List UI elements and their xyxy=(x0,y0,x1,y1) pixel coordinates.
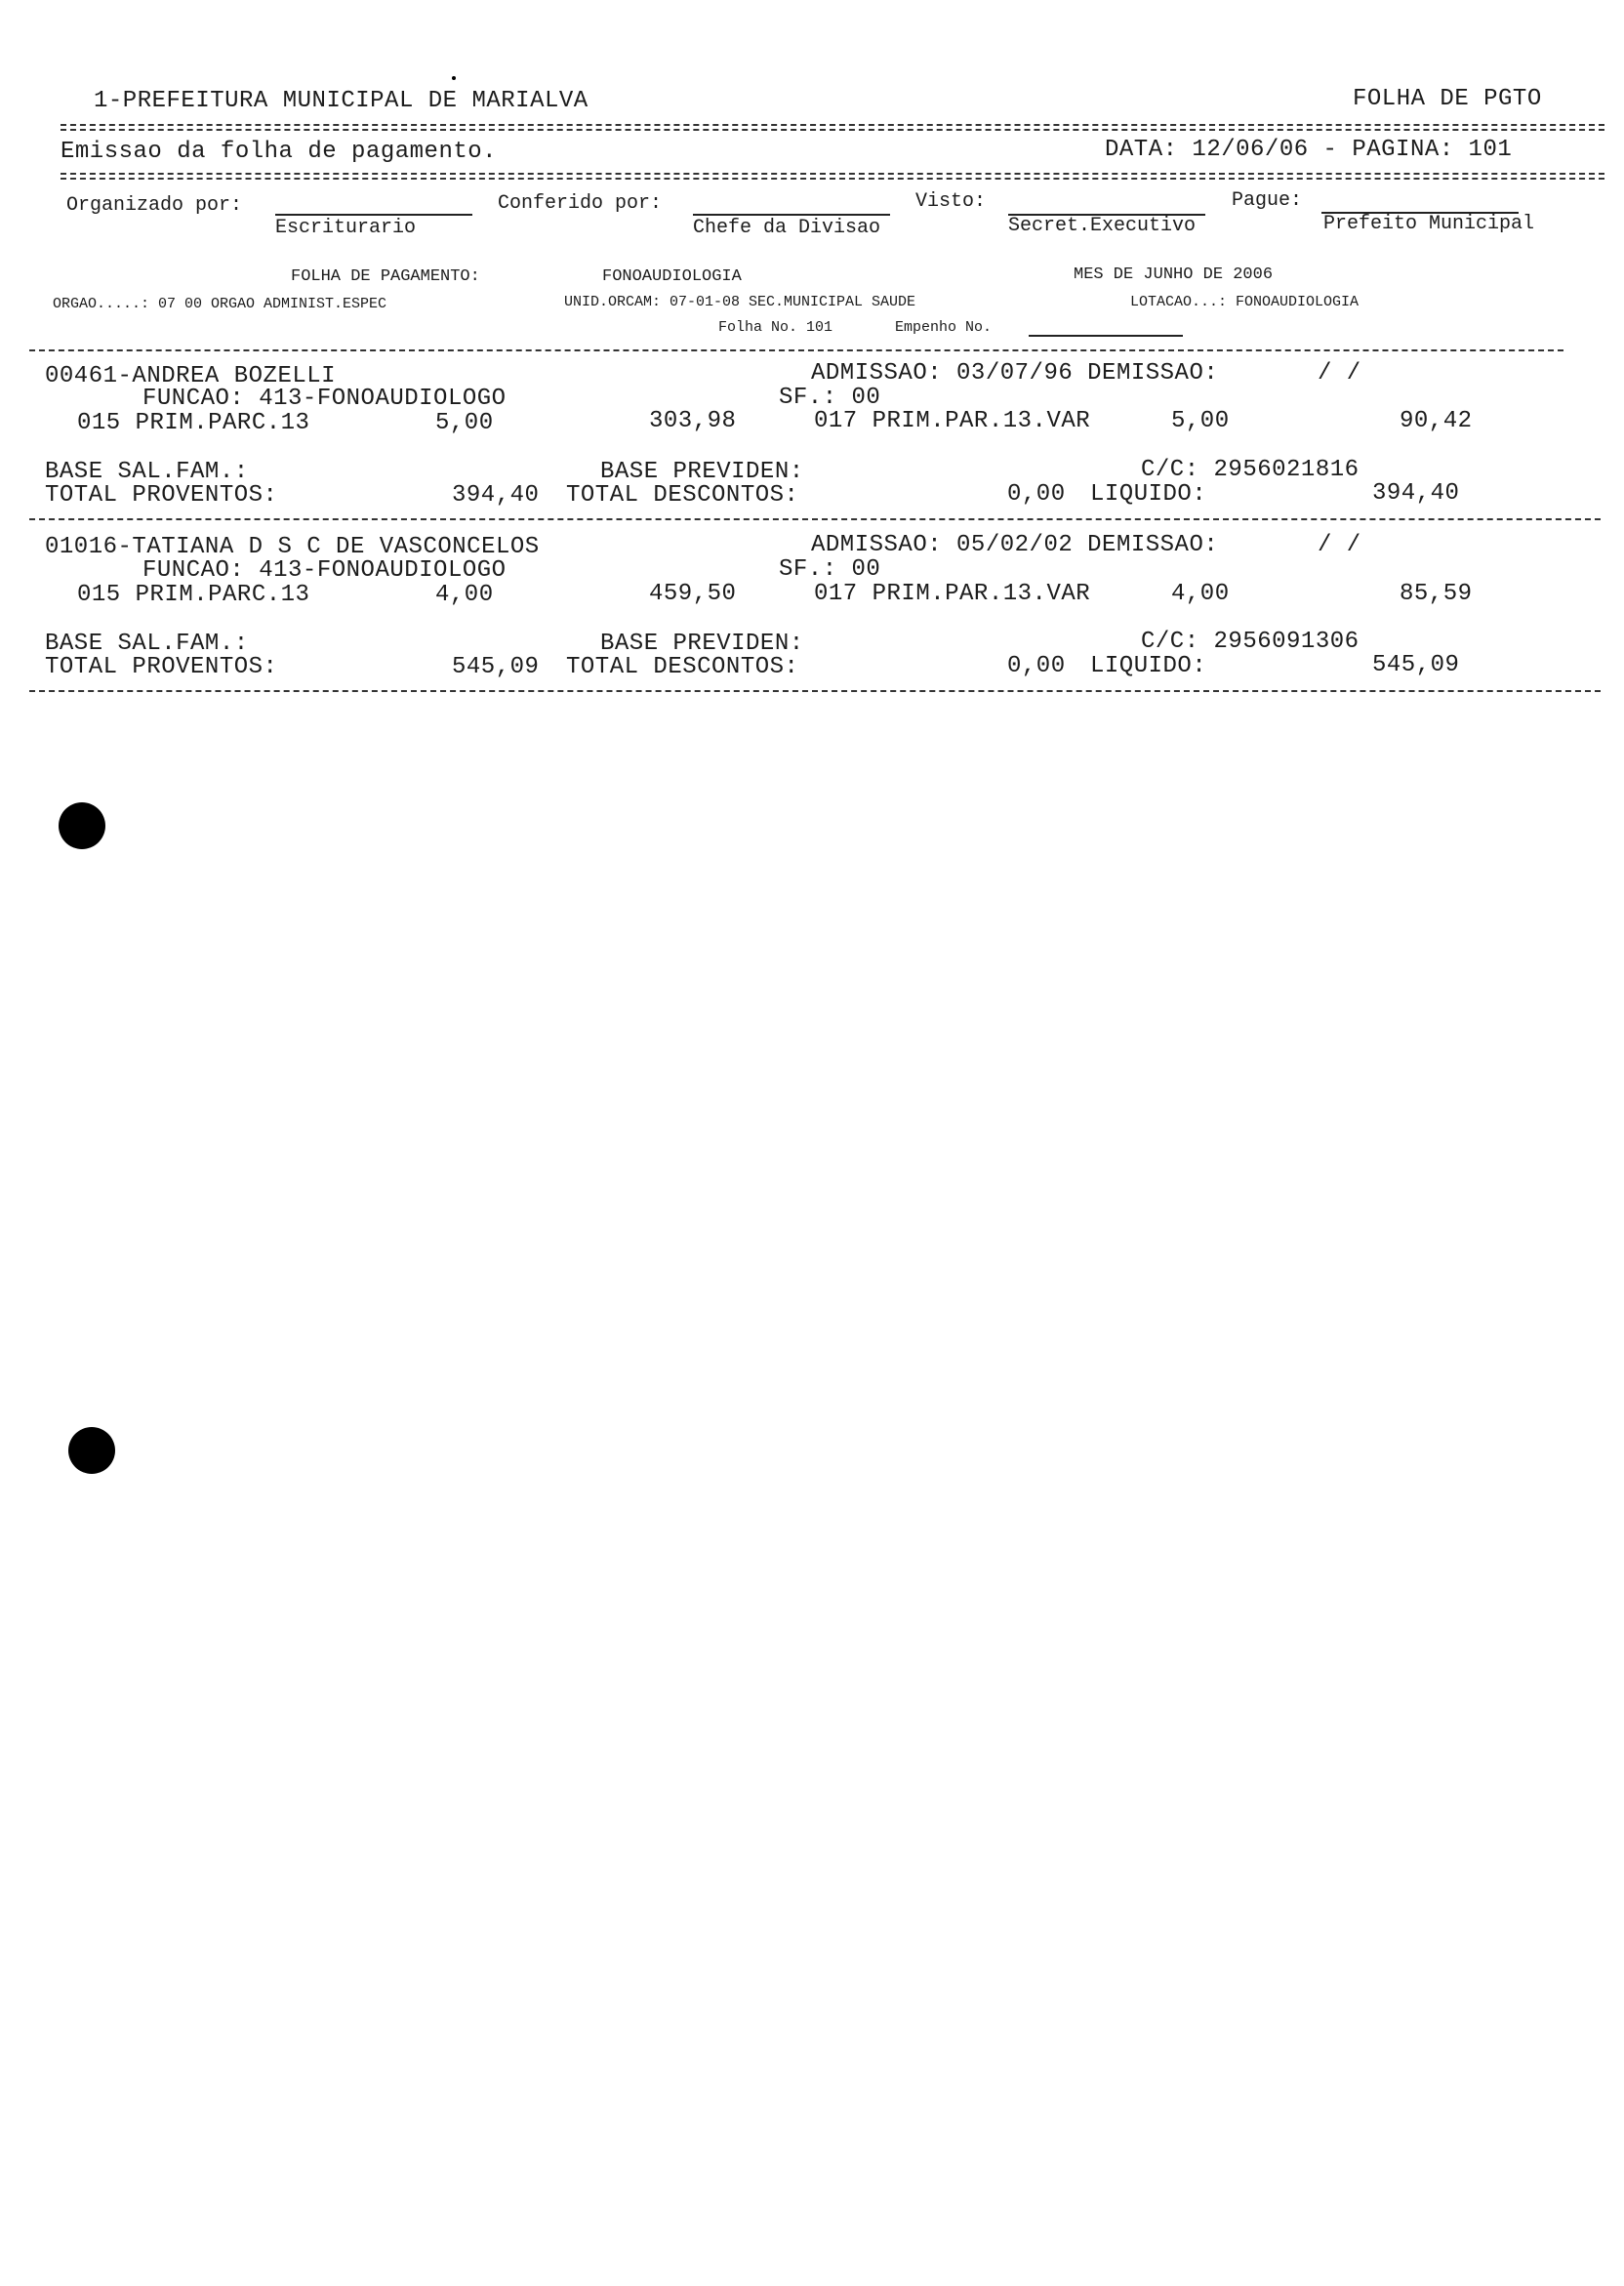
punch-hole xyxy=(59,802,105,849)
unid-info: UNID.ORCAM: 07-01-08 SEC.MUNICIPAL SAUDE xyxy=(564,294,916,310)
employee-name: 00461-ANDREA BOZELLI xyxy=(45,363,337,389)
base-previden: BASE PREVIDEN: xyxy=(600,459,804,485)
total-descontos-label: TOTAL DESCONTOS: xyxy=(566,482,799,509)
total-proventos: 394,40 xyxy=(452,482,540,509)
function-info: FUNCAO: 413-FONOAUDIOLOGO xyxy=(142,386,507,412)
earning-2-ref: 5,00 xyxy=(1171,408,1230,434)
liquido-value: 394,40 xyxy=(1372,480,1460,507)
earning-1-ref: 4,00 xyxy=(435,582,494,608)
dashed-rule xyxy=(29,349,1563,351)
function-info: FUNCAO: 413-FONOAUDIOLOGO xyxy=(142,557,507,584)
folha-number: Folha No. 101 xyxy=(718,319,833,336)
total-descontos: 0,00 xyxy=(1007,653,1066,679)
earning-2-ref: 4,00 xyxy=(1171,581,1230,607)
earning-1-value: 303,98 xyxy=(649,408,737,434)
earning-1-desc: 015 PRIM.PARC.13 xyxy=(77,582,310,608)
orgao-info: ORGAO.....: 07 00 ORGAO ADMINIST.ESPEC xyxy=(53,296,387,312)
folha-value: FONOAUDIOLOGIA xyxy=(602,267,742,286)
date-page: DATA: 12/06/06 - PAGINA: 101 xyxy=(1105,137,1513,163)
liquido-value: 545,09 xyxy=(1372,652,1460,678)
subtitle: Emissao da folha de pagamento. xyxy=(61,139,498,165)
base-salfam: BASE SAL.FAM.: xyxy=(45,459,249,485)
double-rule xyxy=(61,173,1604,180)
base-salfam: BASE SAL.FAM.: xyxy=(45,631,249,657)
earning-1-value: 459,50 xyxy=(649,581,737,607)
speck-mark xyxy=(452,76,456,80)
lotacao-info: LOTACAO...: FONOAUDIOLOGIA xyxy=(1130,294,1360,310)
empenho-line xyxy=(1029,335,1183,337)
total-descontos: 0,00 xyxy=(1007,481,1066,508)
punch-hole xyxy=(68,1427,115,1474)
employee-name: 01016-TATIANA D S C DE VASCONCELOS xyxy=(45,534,540,560)
doc-type: FOLHA DE PGTO xyxy=(1353,86,1542,112)
chefe-caption: Chefe da Divisao xyxy=(693,217,881,239)
earning-2-value: 85,59 xyxy=(1400,581,1473,607)
double-rule xyxy=(61,124,1604,131)
total-proventos-label: TOTAL PROVENTOS: xyxy=(45,654,278,680)
base-previden: BASE PREVIDEN: xyxy=(600,631,804,657)
earning-1-ref: 5,00 xyxy=(435,410,494,436)
admission-info: ADMISSAO: 03/07/96 DEMISSAO: xyxy=(811,360,1219,387)
secretario-caption: Secret.Executivo xyxy=(1008,215,1197,237)
signature-line xyxy=(275,214,472,216)
empenho-label: Empenho No. xyxy=(895,319,993,336)
dismissal-date: / / xyxy=(1318,360,1361,387)
dashed-rule xyxy=(29,518,1601,520)
dashed-rule xyxy=(29,690,1601,692)
earning-1-desc: 015 PRIM.PARC.13 xyxy=(77,410,310,436)
liquido-label: LIQUIDO: xyxy=(1090,653,1207,679)
pague-label: Pague: xyxy=(1232,189,1303,212)
sf-info: SF.: 00 xyxy=(779,385,881,411)
dismissal-date: / / xyxy=(1318,532,1361,558)
bank-account: C/C: 2956091306 xyxy=(1141,629,1360,655)
visto-label: Visto: xyxy=(915,190,987,213)
escriturario-caption: Escriturario xyxy=(275,217,417,239)
total-descontos-label: TOTAL DESCONTOS: xyxy=(566,654,799,680)
folha-label: FOLHA DE PAGAMENTO: xyxy=(291,267,480,286)
signature-line xyxy=(693,214,890,216)
bank-account: C/C: 2956021816 xyxy=(1141,457,1360,483)
conferido-label: Conferido por: xyxy=(498,192,663,215)
total-proventos: 545,09 xyxy=(452,654,540,680)
earning-2-desc: 017 PRIM.PAR.13.VAR xyxy=(814,408,1091,434)
organizado-label: Organizado por: xyxy=(66,194,243,217)
total-proventos-label: TOTAL PROVENTOS: xyxy=(45,482,278,509)
admission-info: ADMISSAO: 05/02/02 DEMISSAO: xyxy=(811,532,1219,558)
month-year: MES DE JUNHO DE 2006 xyxy=(1074,265,1274,284)
sf-info: SF.: 00 xyxy=(779,556,881,583)
earning-2-value: 90,42 xyxy=(1400,408,1473,434)
earning-2-desc: 017 PRIM.PAR.13.VAR xyxy=(814,581,1091,607)
liquido-label: LIQUIDO: xyxy=(1090,481,1207,508)
prefeito-caption: Prefeito Municipal xyxy=(1323,213,1535,235)
org-name: 1-PREFEITURA MUNICIPAL DE MARIALVA xyxy=(94,88,589,114)
